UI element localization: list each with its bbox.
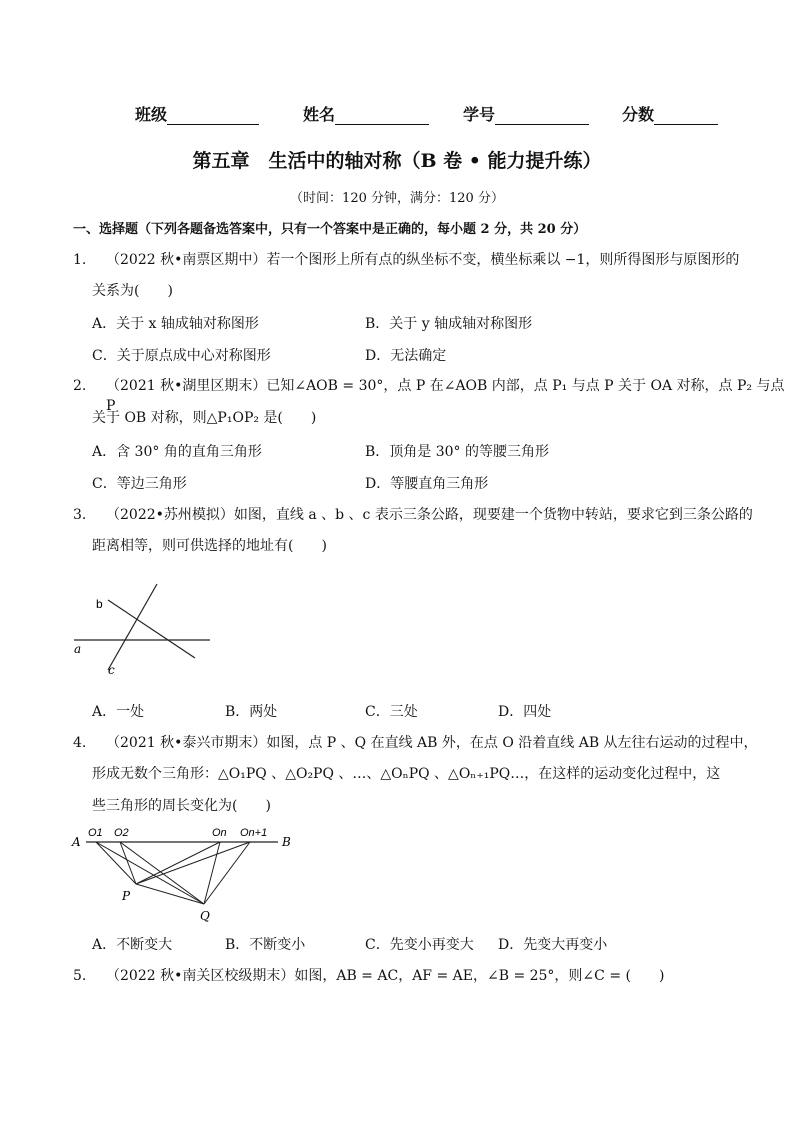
q4-o1p	[96, 842, 136, 884]
q2-option-a[interactable]: A．含 30° 角的直角三角形	[92, 444, 262, 460]
q4-number: 4.	[73, 735, 87, 751]
q4-pq	[136, 884, 204, 904]
q4-option-d[interactable]: D．先变大再变小	[498, 937, 608, 953]
q4-onq	[204, 842, 220, 904]
q4-option-a[interactable]: A．不断变大	[92, 937, 173, 953]
q4-figure	[68, 822, 308, 926]
q4-line3: 些三角形的周长变化为( )	[92, 798, 271, 814]
q4-o2q	[120, 842, 204, 904]
q2-option-b[interactable]: B．顶角是 30° 的等腰三角形	[365, 444, 550, 460]
q4-label-q: Q	[200, 909, 210, 923]
score-field[interactable]	[622, 102, 718, 125]
q4-option-b[interactable]: B．不断变小	[225, 937, 306, 953]
q3-label-b: b	[96, 597, 103, 611]
q4-label-b: B	[282, 835, 291, 849]
q4-line2: 形成无数个三角形：△O₁PQ 、△O₂PQ 、…、△OₙPQ 、△Oₙ₊₁PQ…，在这样的运动变化过程中，这	[92, 766, 721, 782]
section-title: 一、选择题（下列各题备选答案中，只有一个答案中是正确的，每小题 2 分，共 20 分）	[73, 222, 587, 237]
q4-label-o2: O2	[114, 827, 129, 839]
q4-label-o1: O1	[88, 827, 103, 839]
q3-figure	[70, 578, 215, 678]
q1-option-a[interactable]: A．关于 x 轴成轴对称图形	[92, 316, 259, 332]
student-id-label: 学号	[463, 105, 496, 124]
q4-label-a: A	[72, 835, 81, 849]
student-id-blank[interactable]	[495, 106, 589, 125]
name-field[interactable]	[303, 102, 429, 125]
score-blank[interactable]	[654, 106, 718, 125]
q4-on1q	[204, 842, 250, 904]
q1-option-c[interactable]: C．关于原点成中心对称图形	[92, 348, 271, 364]
page-title: 第五章 生活中的轴对称（B 卷 • 能力提升练）	[192, 150, 602, 172]
q5-line1: （2022 秋•南关区校级期末）如图，AB = AC，AF = AE，∠B = 25°，则∠C = ( )	[106, 968, 665, 984]
q4-line1: （2021 秋•泰兴市期末）如图，点 P 、Q 在直线 AB 外，在点 O 沿着直线 AB 从左往右运动的过程中，	[106, 735, 758, 751]
q3-option-a[interactable]: A．一处	[92, 704, 145, 720]
q3-line-b	[108, 600, 195, 658]
q4-label-on: On	[212, 827, 227, 839]
score-label: 分数	[622, 105, 655, 124]
q4-label-p: P	[122, 889, 131, 903]
name-label: 姓名	[303, 105, 336, 124]
q3-line2: 距离相等，则可供选择的地址有( )	[92, 538, 327, 554]
q3-label-a: a	[74, 642, 82, 656]
q3-label-c: c	[108, 663, 115, 677]
q1-option-b[interactable]: B．关于 y 轴成轴对称图形	[365, 316, 533, 332]
q1-option-d[interactable]: D．无法确定	[365, 348, 447, 364]
q5-number: 5.	[73, 968, 87, 984]
q2-option-c[interactable]: C．等边三角形	[92, 476, 187, 492]
q3-line1: （2022•苏州模拟）如图，直线 a 、b 、c 表示三条公路，现要建一个货物中转站，要求它到三条公路的	[106, 507, 753, 523]
q4-on1p	[136, 842, 250, 884]
q4-label-on1: On+1	[240, 827, 268, 839]
student-id-field[interactable]	[463, 102, 589, 125]
q1-number: 1.	[73, 252, 87, 268]
class-label: 班级	[135, 105, 168, 124]
q1-line1: （2022 秋•南票区期中）若一个图形上所有点的纵坐标不变，横坐标乘以 −1，则所得图形与原图形的	[106, 252, 740, 268]
q2-line1: （2021 秋•湖里区期末）已知∠AOB = 30°，点 P 在∠AOB 内部，点 P₁ 与点 P 关于 OA 对称，点 P₂ 与点 P	[106, 378, 785, 414]
q3-line-c	[108, 584, 157, 670]
class-field[interactable]	[135, 102, 259, 125]
q2-number: 2.	[73, 378, 87, 394]
page-subtitle: （时间：120 分钟，满分：120 分）	[290, 191, 504, 206]
q2-option-d[interactable]: D．等腰直角三角形	[365, 476, 489, 492]
q4-option-c[interactable]: C．先变小再变大	[365, 937, 474, 953]
q1-line2: 关系为( )	[92, 283, 173, 299]
q3-option-b[interactable]: B．两处	[225, 704, 278, 720]
q3-number: 3.	[73, 507, 87, 523]
q3-option-c[interactable]: C．三处	[365, 704, 418, 720]
q2-line2: 关于 OB 对称，则△P₁OP₂ 是( )	[92, 410, 317, 426]
q4-o1q	[96, 842, 204, 904]
name-blank[interactable]	[335, 106, 429, 125]
q3-option-d[interactable]: D．四处	[498, 704, 552, 720]
class-blank[interactable]	[167, 106, 259, 125]
